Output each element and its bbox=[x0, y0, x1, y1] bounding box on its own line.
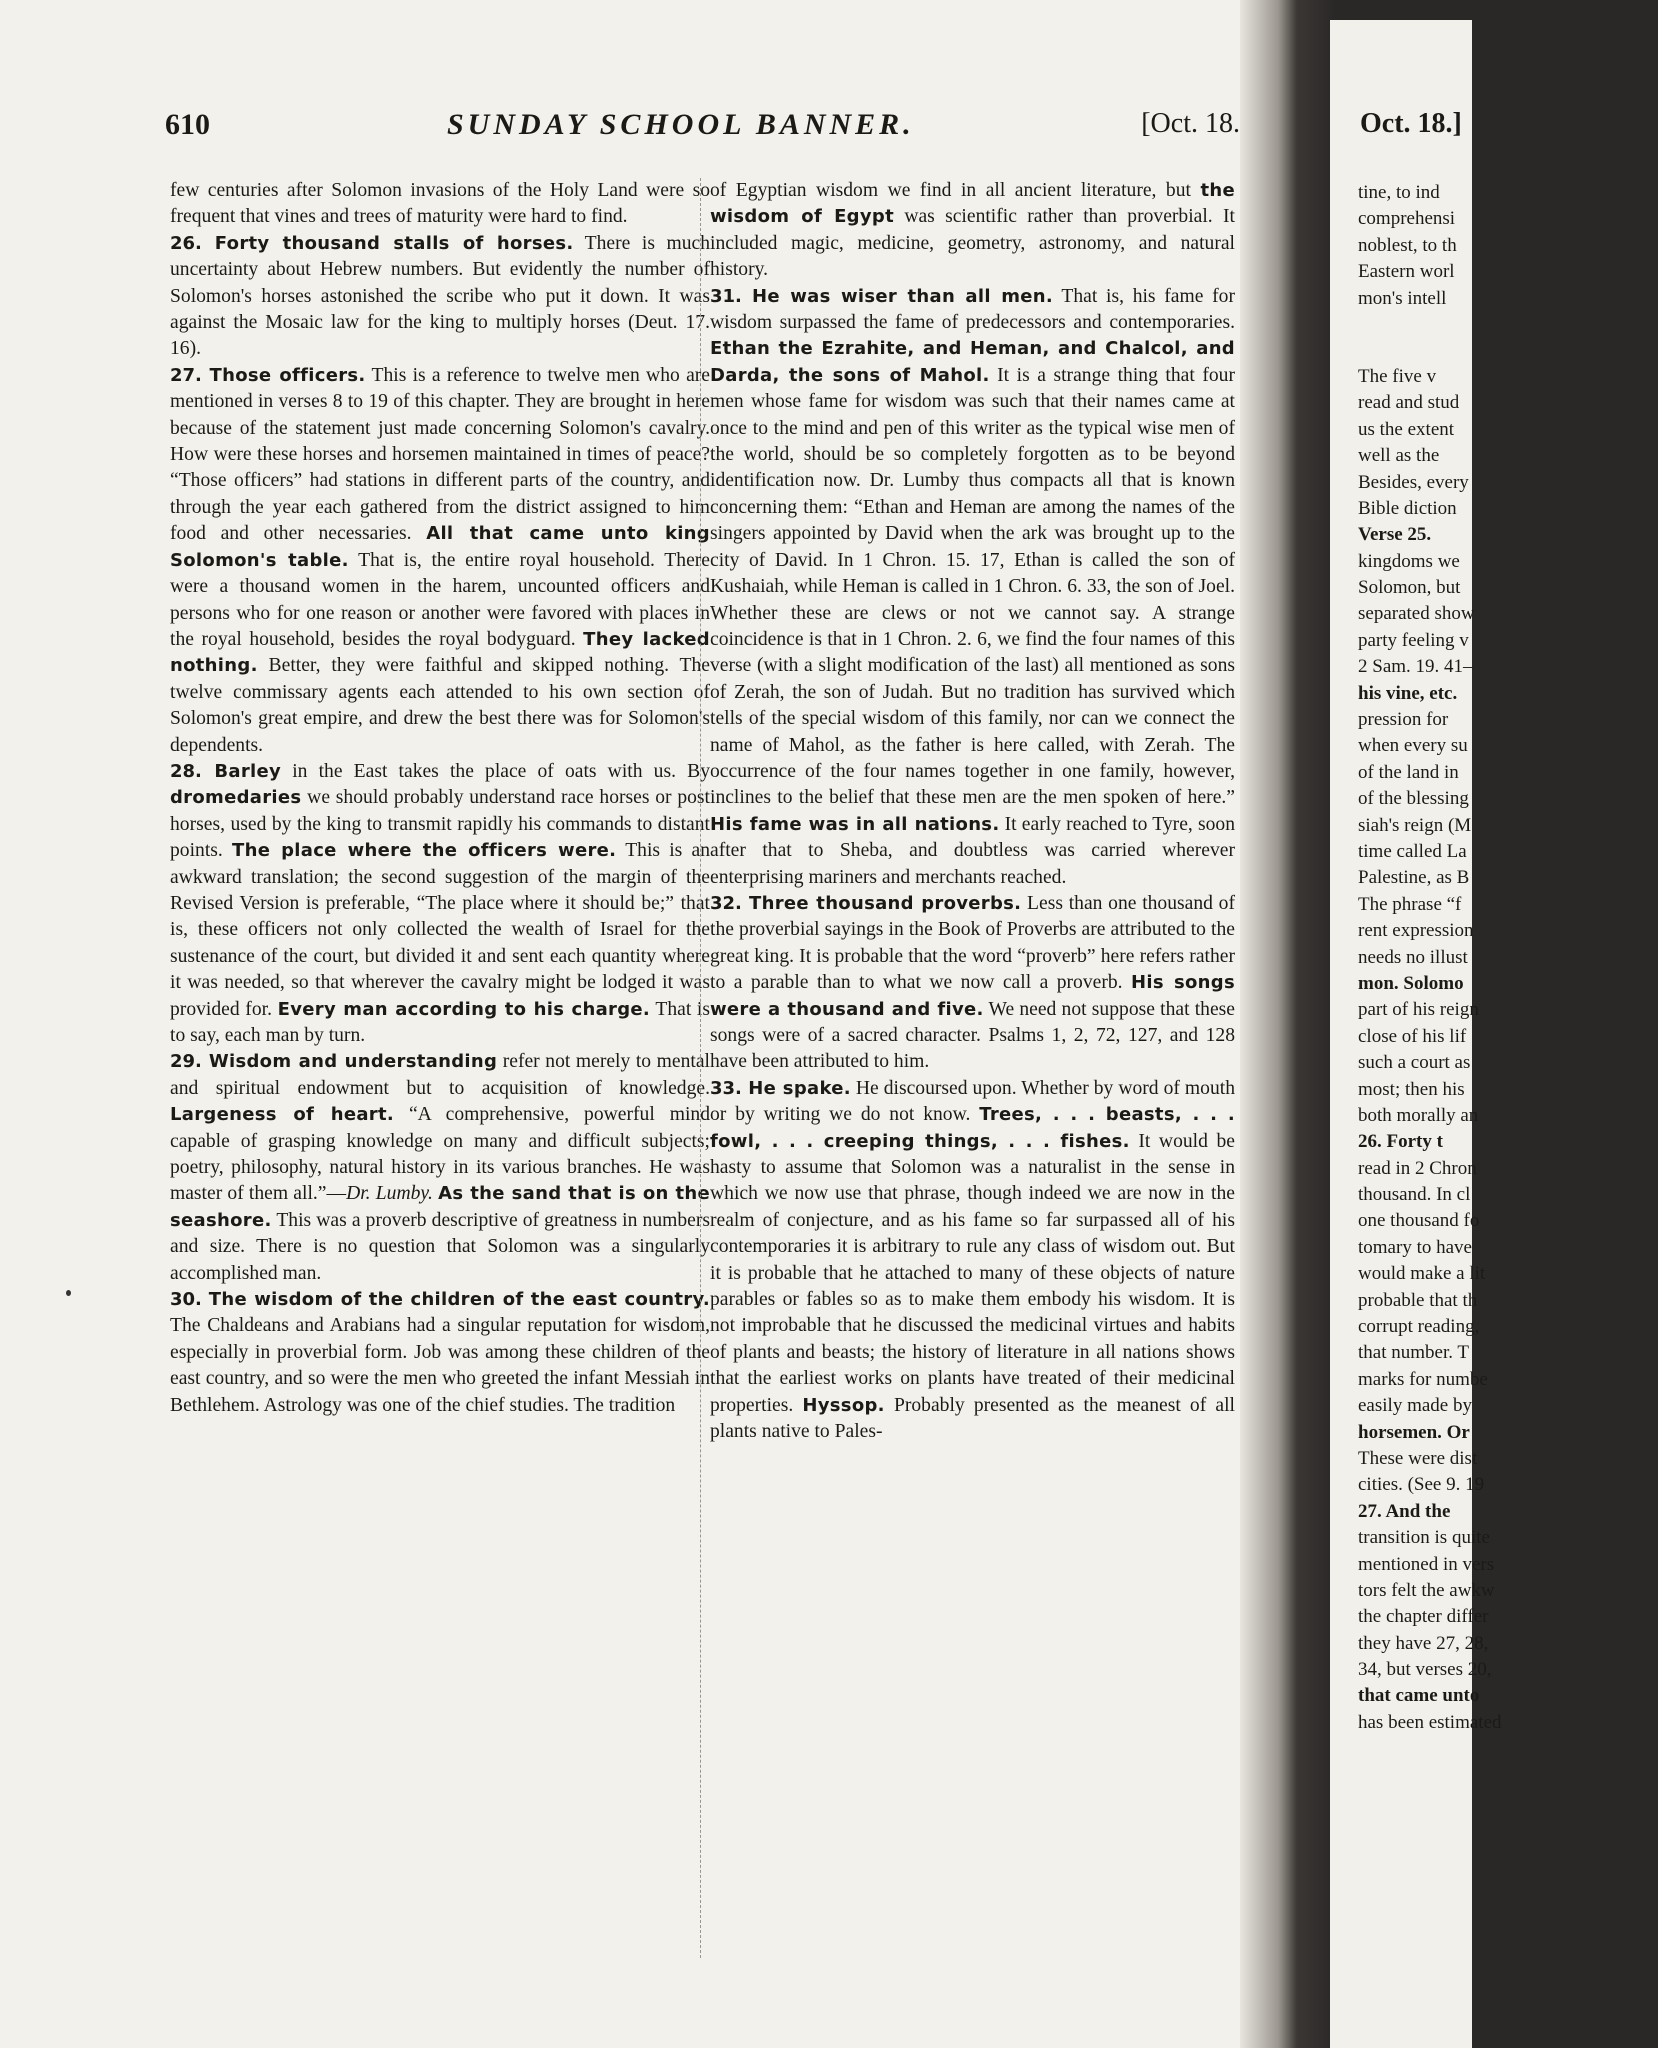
right-page-line bbox=[1358, 312, 1658, 364]
right-page-line: Palestine, as B bbox=[1358, 867, 1470, 889]
right-page-line: rent expression bbox=[1358, 920, 1474, 942]
commentary-text: was scientific rather than proverbial. It included magic, medicine, geometry, astronomy, and natural history. bbox=[710, 206, 1235, 281]
running-header bbox=[165, 108, 1240, 158]
lemma-heading: Barley bbox=[214, 760, 282, 782]
lemma-heading: Largeness of heart. bbox=[170, 1104, 395, 1126]
right-page-line: marks for numbe bbox=[1358, 1368, 1488, 1390]
right-page-line: mon. Solomo bbox=[1358, 972, 1464, 994]
column-rule bbox=[700, 178, 702, 1958]
right-page-line: of the land in bbox=[1358, 761, 1459, 783]
lemma-heading: All that came unto king Solomon's table. bbox=[170, 523, 710, 571]
middle-column bbox=[710, 178, 1235, 1988]
verse-number: 30. bbox=[170, 1289, 209, 1311]
right-page-line: tomary to have bbox=[1358, 1236, 1472, 1258]
lemma-heading: dromedaries bbox=[170, 787, 302, 809]
right-page-line: close of his lif bbox=[1358, 1025, 1467, 1047]
verse-number: 27. bbox=[170, 364, 210, 386]
right-page-line: needs no illust bbox=[1358, 946, 1468, 968]
middle-column-paragraph bbox=[710, 178, 1235, 284]
commentary-text: refer not merely to mental and spiritual endowment but to acquisition of knowledge. bbox=[170, 1051, 710, 1099]
right-page-line: thousand. In cl bbox=[1358, 1184, 1471, 1206]
right-page-line: separated show bbox=[1358, 603, 1475, 625]
right-page-line: mentioned in vers bbox=[1358, 1553, 1495, 1575]
right-page-line: siah's reign (M bbox=[1358, 814, 1472, 836]
right-page-line: the chapter differ bbox=[1358, 1606, 1489, 1628]
commentary-text: Dr. Lumby. bbox=[346, 1183, 433, 1205]
commentary-text: This is an awkward translation; the second suggestion of the margin of the Revised Version is preferable, “The place where it should be;” that is, these officers not only collected the wealth of Israel for the sustenance of the court, but divided it and sent each quantity where it was needed, so that wherever the cavalry might be lodged it was provided for. bbox=[170, 840, 711, 1020]
lemma-heading: They lacked nothing. bbox=[170, 628, 710, 677]
verse-number: 32. bbox=[710, 892, 749, 914]
header-date: [Oct. 18. bbox=[1141, 108, 1240, 139]
verse-number: 31. bbox=[710, 285, 752, 307]
commentary-text: few centuries after Solomon invasions of the Holy Land were so frequent that vines and trees of maturity were hard to find. bbox=[170, 180, 710, 228]
right-page-line: These were dist bbox=[1358, 1447, 1478, 1469]
right-page-line: read in 2 Chron bbox=[1358, 1157, 1477, 1179]
middle-column-paragraph bbox=[710, 891, 1235, 1076]
lemma-heading: His songs were a thousand and five. bbox=[710, 972, 1235, 1020]
right-page-line: noblest, to th bbox=[1358, 234, 1457, 256]
left-column-paragraph bbox=[170, 759, 710, 1049]
lemma-heading: He spake. bbox=[748, 1077, 851, 1099]
right-page-line: easily made by bbox=[1358, 1395, 1472, 1417]
left-column-paragraph bbox=[170, 178, 710, 231]
right-page-line: his vine, etc. bbox=[1358, 682, 1458, 704]
right-page-line: such a court as bbox=[1358, 1052, 1471, 1074]
right-page-line: part of his reign bbox=[1358, 999, 1479, 1021]
commentary-text: We need not suppose that these songs were of a sacred character. Psalms 1, 2, 72, 127, and 128 have been attributed to him. bbox=[710, 998, 1235, 1073]
right-page-line: party feeling v bbox=[1358, 629, 1469, 651]
lemma-heading: The place where the officers were. bbox=[232, 840, 617, 862]
verse-number: 28. bbox=[170, 760, 215, 782]
right-page-line: 34, but verses 20, bbox=[1358, 1659, 1492, 1681]
commentary-text: He discoursed upon. Whether by word of mouth or by writing we do not know. bbox=[710, 1077, 1235, 1126]
right-page-line: kingdoms we bbox=[1358, 550, 1460, 572]
right-page-line: cities. (See 9. 19 bbox=[1358, 1474, 1485, 1496]
commentary-text: in the East takes the place of oats with us. By bbox=[281, 760, 710, 782]
commentary-text: There is much uncertainty about Hebrew numbers. But evidently the number of Solomon's horses astonished the scribe who put it down. It was against the Mosaic law for the king to multiply horses (Deut. 17. 16). bbox=[170, 232, 710, 360]
commentary-text: It would be hasty to assume that Solomon was a naturalist in the sense in which we now use that phrase, though indeed we are now in the realm of conjecture, and as his fame so far surpassed all of his contemporaries it is arbitrary to rule any class of wisdom out. But it is probable that he attached to many of these objects of nature parables or fables so as to make them embody his wisdom. It is not improbable that he discussed the medicinal virtues and habits of plants and beasts; the history of literature in all nations shows that the earliest works on plants have treated of their medicinal properties. bbox=[710, 1130, 1235, 1416]
right-page-line: would make a lit bbox=[1358, 1263, 1486, 1285]
lemma-heading: The wisdom of the children of the east country. bbox=[208, 1289, 710, 1311]
commentary-text: Probably presented as the meanest of all plants native to Pales- bbox=[710, 1394, 1235, 1443]
right-page-line: when every su bbox=[1358, 735, 1468, 757]
right-page-line: read and stud bbox=[1358, 392, 1460, 414]
commentary-text: of Egyptian wisdom we find in all ancient literature, but bbox=[710, 180, 1201, 201]
ink-speck bbox=[66, 1290, 71, 1296]
right-page-line: most; then his bbox=[1358, 1078, 1465, 1100]
lemma-heading: Those officers. bbox=[209, 364, 366, 386]
right-page-line: tine, to ind bbox=[1358, 182, 1440, 203]
right-page-line: 2 Sam. 19. 41– bbox=[1358, 656, 1473, 678]
right-page-line: Besides, every bbox=[1358, 471, 1469, 493]
left-column-paragraph bbox=[170, 1049, 710, 1287]
right-page bbox=[1330, 20, 1502, 2048]
lemma-heading: His fame was in all nations. bbox=[710, 813, 1000, 835]
right-page-line: pression for bbox=[1358, 709, 1449, 731]
right-page-line: mon's intell bbox=[1358, 287, 1447, 309]
right-page-line: corrupt reading, bbox=[1358, 1316, 1480, 1338]
left-column bbox=[170, 178, 710, 1988]
right-page-line: time called La bbox=[1358, 840, 1467, 862]
right-page-line: transition is quite bbox=[1358, 1527, 1490, 1549]
lemma-heading: Three thousand proverbs. bbox=[749, 892, 1022, 914]
lemma-heading: Wisdom and understanding bbox=[208, 1051, 498, 1073]
right-page-column bbox=[1358, 180, 1658, 1736]
right-page-line: comprehensi bbox=[1358, 208, 1456, 230]
book-gutter bbox=[1240, 0, 1335, 2048]
right-page-line: well as the bbox=[1358, 445, 1440, 467]
verse-number: 26. bbox=[170, 232, 215, 254]
right-page-line: that came unto bbox=[1358, 1685, 1480, 1707]
right-page-line: 27. And the bbox=[1358, 1500, 1451, 1522]
right-page-line: one thousand fo bbox=[1358, 1210, 1480, 1232]
right-page-line: of the blessing bbox=[1358, 788, 1469, 810]
right-page-line: that number. T bbox=[1358, 1342, 1469, 1364]
right-page-line: tors felt the awkw bbox=[1358, 1579, 1495, 1601]
lemma-heading: As the sand that is on the seashore. bbox=[170, 1183, 710, 1231]
lemma-heading: Trees, . . . beasts, . . . fowl, . . . creeping things, . . . fishes. bbox=[710, 1104, 1235, 1152]
lemma-heading: Hyssop. bbox=[802, 1394, 885, 1416]
verse-number: 33. bbox=[710, 1077, 749, 1099]
middle-column-paragraph bbox=[710, 284, 1235, 891]
commentary-text: we should probably understand race horses or post horses, used by the king to transmit rapidly his commands to distant points. bbox=[170, 787, 710, 862]
right-page-line: probable that th bbox=[1358, 1289, 1478, 1311]
right-page-line: Eastern worl bbox=[1358, 261, 1455, 283]
right-page-line: Verse 25. bbox=[1358, 524, 1432, 546]
page-number: 610 bbox=[165, 108, 210, 141]
right-page-line: both morally an bbox=[1358, 1104, 1479, 1126]
right-page-line: horsemen. Or bbox=[1358, 1421, 1470, 1443]
commentary-text: This was a proverb descriptive of greatness in numbers and size. There is no question that Solomon was a singularly accomplished man. bbox=[170, 1209, 710, 1284]
lemma-heading: He was wiser than all men. bbox=[751, 285, 1054, 307]
right-page-header: Oct. 18.] bbox=[1360, 108, 1462, 139]
right-page-line: 26. Forty t bbox=[1358, 1131, 1443, 1153]
lemma-heading: the wisdom of Egypt bbox=[710, 180, 1235, 228]
left-column-paragraph bbox=[170, 1287, 710, 1419]
commentary-text: That is, the entire royal household. There were a thousand women in the harem, uncounted officers and persons who for one reason or another were favored with places in the royal household, besides the royal bodyguard. bbox=[170, 549, 710, 650]
lemma-heading: Every man according to his charge. bbox=[277, 998, 651, 1020]
commentary-text: The Chaldeans and Arabians had a singular reputation for wisdom, especially in proverbial form. Job was among these children of the east country, and so were the men who greeted the infant Messiah in Bethlehem. Astrology was one of the chief studies. The tradition bbox=[170, 1315, 710, 1416]
middle-column-paragraph bbox=[710, 1076, 1235, 1446]
commentary-text: That is to say, each man by turn. bbox=[170, 998, 710, 1046]
commentary-text: This is a reference to twelve men who are mentioned in verses 8 to 19 of this chapter. They are brought in here because of the statement just made concerning Solomon's cavalry. How were these horses and horsemen maintained in times of peace? “Those officers” had stations in different parts of the country, and through the year each gathered from the district assigned to him food and other necessaries. bbox=[170, 364, 710, 545]
commentary-text: Better, they were faithful and skipped nothing. The twelve commissary agents each attended to his own section of Solomon's great empire, and drew the best there was for Solomon's dependents. bbox=[170, 655, 710, 756]
right-page-line: has been estimated bbox=[1358, 1711, 1502, 1733]
right-page-line: us the extent bbox=[1358, 418, 1455, 440]
right-page-line: they have 27, 28, bbox=[1358, 1632, 1489, 1654]
lemma-heading: Forty thousand stalls of horses. bbox=[214, 232, 574, 254]
right-page-line: Bible diction bbox=[1358, 497, 1457, 519]
running-title: SUNDAY SCHOOL BANNER. bbox=[447, 108, 915, 141]
commentary-text: “A comprehensive, powerful mind capable of grasping knowledge on many and difficult subjects; poetry, philosophy, natural history in its various branches. He was master of them all.”— bbox=[170, 1104, 710, 1205]
right-page-line: Solomon, but bbox=[1358, 577, 1461, 599]
lemma-heading: Ethan the Ezrahite, and Heman, and Chalcol, and Darda, the sons of Mahol. bbox=[710, 338, 1235, 386]
right-page-line: The phrase “f bbox=[1358, 893, 1462, 915]
commentary-text: It early reached to Tyre, soon after that to Sheba, and doubtless was carried wherever enterprising mariners and merchants reached. bbox=[710, 813, 1235, 888]
right-page-line: The five v bbox=[1358, 365, 1437, 387]
commentary-text: It is a strange thing that four men whose fame for wisdom was such that their names came at once to the mind and pen of this writer as the typical wise men of the world, should be so completely forgotten as to be beyond identification now. Dr. Lumby thus compacts all that is known concerning them: “Ethan and Heman are among the names of the singers appointed by David when the ark was brought up to the city of David. In 1 Chron. 15. 17, Ethan is called the son of Kushaiah, while Heman is called in 1 Chron. 6. 33, the son of Joel. Whether these are clews or not we cannot say. A strange coincidence is that in 1 Chron. 2. 6, we find the four names of this verse (with a slight modification of the last) all mentioned as sons of Zerah, the son of Judah. But no tradition has survived which tells of the special wisdom of this family, nor can we connect the name of Mahol, as the father is here called, with Zerah. The occurrence of the four names together in one family, however, inclines to the belief that these men are the men spoken of here.” bbox=[710, 364, 1235, 809]
left-column-paragraph bbox=[170, 231, 710, 363]
left-column-paragraph bbox=[170, 363, 710, 759]
commentary-text: Less than one thousand of the proverbial sayings in the Book of Proverbs are attributed to the great king. It is probable that the word “proverb” here refers rather to a parable than to what we now call a proverb. bbox=[710, 892, 1235, 994]
commentary-text: That is, his fame for wisdom surpassed the fame of predecessors and contemporaries. bbox=[710, 285, 1235, 334]
verse-number: 29. bbox=[170, 1051, 209, 1073]
